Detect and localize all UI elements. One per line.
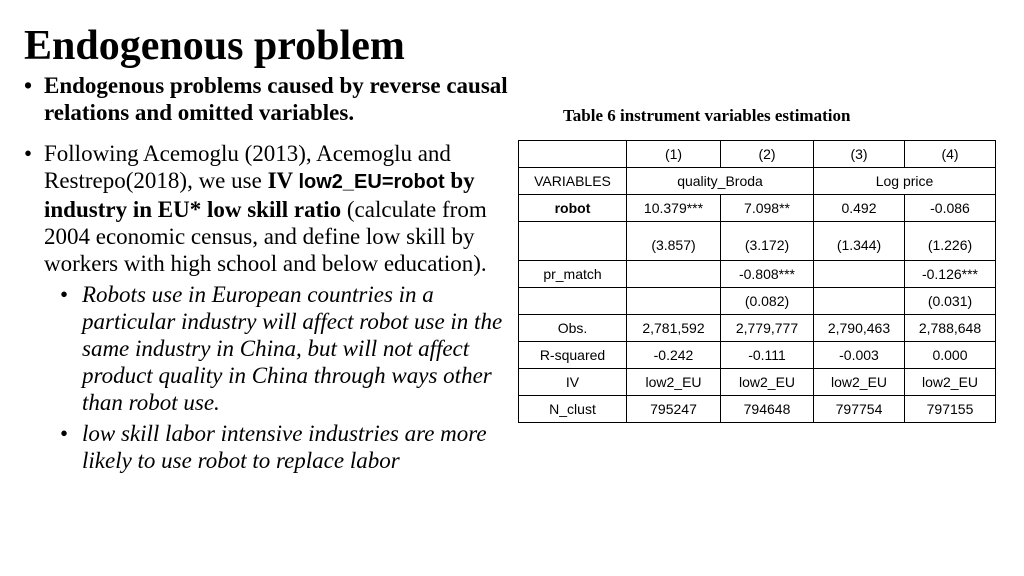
table-cell: 797754 [814,396,905,423]
subbullet-text: Robots use in European countries in a particular industry will affect robot use in the same industry in China, but will not affect product quality in China through ways other than robot use. [82,282,503,415]
table-cell [519,141,627,168]
table-cell: low2_EU [814,369,905,396]
bullet-list [24,72,514,474]
table-row [519,141,996,168]
table-cell: (2) [721,141,814,168]
table-cell: (3.172) [721,222,814,261]
table-row [519,369,996,396]
table-cell: (1.226) [905,222,996,261]
subbullet-low-skill [24,420,514,474]
table-cell: -0.242 [627,342,721,369]
table-cell: 794648 [721,396,814,423]
table-cell: -0.808*** [721,261,814,288]
table-cell: -0.086 [905,195,996,222]
table-cell: 0.492 [814,195,905,222]
table-cell [627,261,721,288]
table-cell: -0.003 [814,342,905,369]
table-cell: pr_match [519,261,627,288]
subbullet-text: low skill labor intensive industries are more likely to use robot to replace labor [82,421,487,473]
bullet-text-variable: low2_EU=robot [298,171,445,193]
table-cell: low2_EU [721,369,814,396]
table-cell: R-squared [519,342,627,369]
table-cell: (0.031) [905,288,996,315]
table-cell [814,288,905,315]
table-cell: (3) [814,141,905,168]
slide-title: Endogenous problem [24,23,405,69]
table-cell: 7.098** [721,195,814,222]
subbullet-robots-europe [24,281,514,416]
bullet-text-pre: Following Acemoglu (2013), Acemoglu and Restrepo(2018), we use [44,141,451,193]
bullet-text: Endogenous problems caused by reverse causal relations and omitted variables. [44,73,508,125]
table-cell [627,288,721,315]
table-cell: (3.857) [627,222,721,261]
table-cell [814,261,905,288]
bullet-following [24,140,514,277]
table-cell: IV [519,369,627,396]
table-cell: (1) [627,141,721,168]
table-cell: 2,779,777 [721,315,814,342]
regression-table [518,140,996,423]
table-title: Table 6 instrument variables estimation [563,106,851,125]
table-cell: 795247 [627,396,721,423]
table-cell: 0.000 [905,342,996,369]
table-row [519,396,996,423]
table-row [519,261,996,288]
table-cell [519,222,627,261]
table-cell: low2_EU [905,369,996,396]
table-row [519,222,996,261]
table-cell: 10.379*** [627,195,721,222]
table-cell: (0.082) [721,288,814,315]
table-cell: robot [519,195,627,222]
table-cell: VARIABLES [519,168,627,195]
table-cell: quality_Broda [627,168,814,195]
table-cell: low2_EU [627,369,721,396]
bullet-marker: • [60,282,69,307]
table-cell: 797155 [905,396,996,423]
table-row [519,342,996,369]
table-cell: Obs. [519,315,627,342]
table-cell: 2,781,592 [627,315,721,342]
bullet-endogenous [24,72,514,126]
table-cell: -0.111 [721,342,814,369]
table-cell: N_clust [519,396,627,423]
bullet-text-iv: IV [267,168,299,193]
bullet-text-bold: by industry in EU* low skill ratio [44,168,475,222]
bullet-text-post: (calculate from 2004 economic census, and define low skill by workers with high school and below education). [44,197,487,276]
table-cell: 2,790,463 [814,315,905,342]
table-cell: Log price [814,168,996,195]
table-row [519,288,996,315]
table-cell [519,288,627,315]
bullet-marker: • [60,421,69,446]
table-row [519,168,996,195]
table-cell: -0.126*** [905,261,996,288]
table-cell: 2,788,648 [905,315,996,342]
table-cell: (1.344) [814,222,905,261]
bullet-marker: • [24,141,33,166]
table-cell: (4) [905,141,996,168]
bullet-marker: • [24,73,33,98]
table-row [519,195,996,222]
table-row [519,315,996,342]
